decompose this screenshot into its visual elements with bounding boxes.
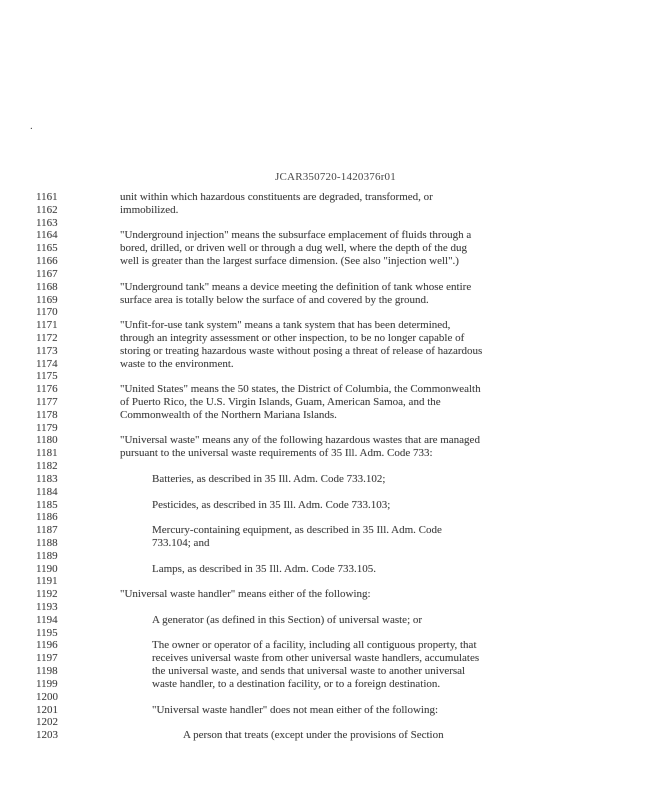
line-number: 1180: [36, 434, 58, 447]
line-number: 1173: [36, 344, 58, 357]
line-number: 1187: [36, 524, 58, 537]
line-text: bored, drilled, or driven well or through a dug well, where the depth of the dug: [120, 242, 468, 255]
document-id-header: JCAR350720-1420376r01: [275, 171, 396, 183]
document-line: [36, 281, 636, 294]
document-line: [36, 229, 636, 242]
line-text: surface area is totally below the surface of and covered by the ground.: [120, 293, 429, 306]
document-line: [36, 217, 636, 230]
line-number: 1201: [36, 703, 58, 716]
line-number: 1196: [36, 639, 58, 652]
line-number: 1186: [36, 511, 58, 524]
line-text: The owner or operator of a facility, including all contiguous property, that: [152, 639, 477, 652]
line-number: 1171: [36, 319, 58, 332]
line-number: 1185: [36, 498, 58, 511]
line-text: Commonwealth of the Northern Mariana Islands.: [120, 408, 337, 421]
line-text: "Universal waste handler" means either of the following:: [120, 588, 371, 601]
document-line: [36, 704, 636, 717]
line-number: 1182: [36, 460, 58, 473]
line-text: Batteries, as described in 35 Ill. Adm. Code 733.102;: [152, 472, 386, 485]
document-line: [36, 358, 636, 371]
document-line: [36, 563, 636, 576]
document-line: [36, 370, 636, 383]
line-number: 1184: [36, 485, 58, 498]
line-number: 1181: [36, 447, 58, 460]
line-text: "Unfit-for-use tank system" means a tank system that has been determined,: [120, 319, 451, 332]
line-number: 1202: [36, 716, 58, 729]
document-line: [36, 729, 636, 742]
line-text: well is greater than the largest surface dimension. (See also "injection well".): [120, 255, 459, 268]
document-line: [36, 255, 636, 268]
line-text: waste to the environment.: [120, 357, 234, 370]
line-number: 1183: [36, 472, 58, 485]
line-number: 1175: [36, 370, 58, 383]
line-number: 1199: [36, 677, 58, 690]
line-text: pursuant to the universal waste requirements of 35 Ill. Adm. Code 733:: [120, 447, 433, 460]
document-line: [36, 678, 636, 691]
document-line: [36, 294, 636, 307]
line-number: 1188: [36, 536, 58, 549]
line-text: "Underground injection" means the subsurface emplacement of fluids through a: [120, 229, 472, 242]
line-number: 1193: [36, 601, 58, 613]
line-text: unit within which hazardous constituents are degraded, transformed, or: [120, 191, 433, 203]
line-number: 1179: [36, 421, 58, 434]
document-line: [36, 575, 636, 588]
line-text: the universal waste, and sends that universal waste to another universal: [152, 665, 466, 678]
scan-artifact-dot: .: [30, 120, 33, 132]
line-number: 1170: [36, 306, 58, 319]
line-number: 1194: [36, 613, 58, 626]
document-line: [36, 447, 636, 460]
line-number: 1190: [36, 562, 58, 575]
document-lines: [36, 191, 636, 742]
line-text: of Puerto Rico, the U.S. Virgin Islands, Guam, American Samoa, and the: [120, 396, 441, 408]
document-line: [36, 691, 636, 704]
line-number: 1178: [36, 408, 58, 421]
document-line: [36, 306, 636, 319]
document-line: [36, 486, 636, 499]
line-number: 1167: [36, 267, 58, 280]
document-line: [36, 345, 636, 358]
document-line: [36, 665, 636, 678]
line-number: 1200: [36, 690, 58, 703]
line-text: immobilized.: [120, 203, 179, 216]
document-line: [36, 191, 636, 204]
line-number: 1191: [36, 575, 58, 588]
line-text: waste handler, to a destination facility, or to a foreign destination.: [152, 677, 441, 690]
document-line: [36, 716, 636, 729]
document-line: [36, 537, 636, 550]
line-text: through an integrity assessment or other inspection, to be no longer capable of: [120, 331, 465, 344]
line-number: 1174: [36, 357, 58, 370]
line-number: 1195: [36, 626, 58, 639]
document-line: [36, 524, 636, 537]
document-line: [36, 242, 636, 255]
line-text: Mercury-containing equipment, as described in 35 Ill. Adm. Code: [152, 524, 442, 537]
line-number: 1197: [36, 652, 58, 665]
document-line: [36, 499, 636, 512]
line-number: 1198: [36, 665, 58, 678]
line-number: 1189: [36, 549, 58, 562]
line-text: Pesticides, as described in 35 Ill. Adm. Code 733.103;: [152, 498, 391, 511]
document-line: [36, 550, 636, 563]
line-number: 1177: [36, 396, 58, 408]
line-text: receives universal waste from other universal waste handlers, accumulates: [152, 652, 480, 665]
line-number: 1162: [36, 203, 58, 216]
line-text: "Universal waste" means any of the following hazardous wastes that are managed: [120, 434, 480, 447]
document-line: [36, 614, 636, 627]
line-text: "Universal waste handler" does not mean either of the following:: [152, 703, 439, 716]
document-line: [36, 473, 636, 486]
document-line: [36, 422, 636, 435]
line-number: 1169: [36, 293, 58, 306]
line-number: 1168: [36, 280, 58, 293]
line-number: 1165: [36, 242, 58, 255]
line-number: 1192: [36, 588, 58, 601]
document-line: [36, 319, 636, 332]
document-line: [36, 639, 636, 652]
line-text: A generator (as defined in this Section) of universal waste; or: [152, 613, 423, 626]
document-line: [36, 383, 636, 396]
line-number: 1203: [36, 729, 58, 742]
line-number: 1166: [36, 255, 58, 268]
document-line: [36, 627, 636, 640]
document-line: [36, 652, 636, 665]
line-text: "Underground tank" means a device meeting the definition of tank whose entire: [120, 280, 472, 293]
document-line: [36, 332, 636, 345]
line-text: storing or treating hazardous waste without posing a threat of release of hazardous: [120, 344, 483, 357]
document-line: [36, 268, 636, 281]
document-line: [36, 434, 636, 447]
line-number: 1172: [36, 331, 58, 344]
line-text: 733.104; and: [152, 536, 210, 549]
line-text: Lamps, as described in 35 Ill. Adm. Code 733.105.: [152, 562, 376, 575]
document-line: [36, 204, 636, 217]
line-number: 1176: [36, 383, 58, 396]
line-number: 1163: [36, 216, 58, 229]
line-number: 1164: [36, 229, 58, 242]
document-line: [36, 409, 636, 422]
document-line: [36, 601, 636, 614]
line-text: A person that treats (except under the provisions of Section: [183, 729, 444, 742]
document-line: [36, 588, 636, 601]
document-line: [36, 460, 636, 473]
document-line: [36, 511, 636, 524]
line-text: "United States" means the 50 states, the District of Columbia, the Commonwealth: [120, 383, 481, 396]
document-line: [36, 396, 636, 409]
line-number: 1161: [36, 191, 58, 203]
